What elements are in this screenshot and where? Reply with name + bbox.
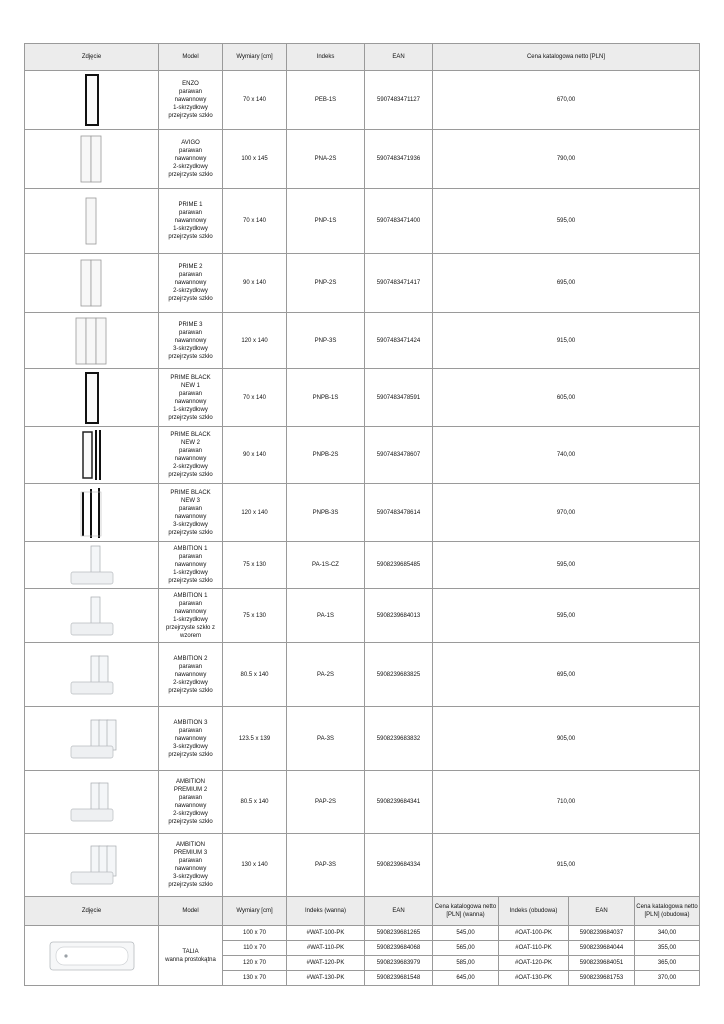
talia-ean-panel: 5908239681753	[569, 971, 635, 986]
product-dims: 70 x 140	[223, 71, 287, 130]
product-dims: 70 x 140	[223, 369, 287, 427]
product-index: PNA-2S	[287, 130, 365, 189]
header2-index-bath: Indeks (wanna)	[287, 897, 365, 926]
product-index: PA-3S	[287, 707, 365, 771]
product-row	[25, 542, 700, 589]
talia-price-bath: 645,00	[433, 971, 499, 986]
product-index: PNP-2S	[287, 254, 365, 313]
product-row	[25, 369, 700, 427]
product-photo	[25, 643, 159, 707]
rectangular-bathtub-icon	[26, 936, 157, 976]
product-photo	[25, 834, 159, 897]
product-index: PAP-2S	[287, 771, 365, 834]
product-price: 595,00	[433, 189, 700, 254]
product-dims: 123.5 x 139	[223, 707, 287, 771]
product-row	[25, 313, 700, 369]
product-index: PA-1S	[287, 589, 365, 643]
glass-screen-icon	[26, 133, 157, 185]
product-model: AVIGO parawan nawannowy 2-skrzydłowy przejrzyste szkło	[159, 130, 223, 189]
product-dims: 75 x 130	[223, 542, 287, 589]
product-row	[25, 71, 700, 130]
product-model: PRIME BLACK NEW 3 parawan nawannowy 3-skrzydłowy przejrzyste szkło	[159, 484, 223, 542]
bathtub-screen-icon	[26, 652, 157, 698]
product-model: PRIME 1 parawan nawannowy 1-skrzydłowy przejrzyste szkło	[159, 189, 223, 254]
header2-photo: Zdjęcie	[25, 897, 159, 926]
product-ean: 5907483471936	[365, 130, 433, 189]
product-model: AMBITION 2 parawan nawannowy 2-skrzydłowy przejrzyste szkło	[159, 643, 223, 707]
header-ean: EAN	[365, 44, 433, 71]
product-dims: 120 x 140	[223, 484, 287, 542]
product-dims: 90 x 140	[223, 254, 287, 313]
glass-screen-icon	[26, 257, 157, 309]
talia-price-bath: 585,00	[433, 956, 499, 971]
product-ean: 5908239683825	[365, 643, 433, 707]
talia-index-bath: #WAT-100-PK	[287, 926, 365, 941]
product-ean: 5907483478591	[365, 369, 433, 427]
product-ean: 5907483478607	[365, 427, 433, 484]
product-photo	[25, 71, 159, 130]
product-photo	[25, 707, 159, 771]
product-row	[25, 707, 700, 771]
header-row	[25, 44, 700, 71]
talia-index-panel: #OAT-100-PK	[499, 926, 569, 941]
product-index: PA-2S	[287, 643, 365, 707]
glass-screen-icon	[26, 315, 157, 367]
product-model: AMBITION PREMIUM 3 parawan nawannowy 3-skrzydłowy przejrzyste szkło	[159, 834, 223, 897]
talia-index-bath: #WAT-110-PK	[287, 941, 365, 956]
talia-index-panel: #OAT-120-PK	[499, 956, 569, 971]
header2-price-bath: Cena katalogowa netto [PLN] (wanna)	[433, 897, 499, 926]
product-dims: 80.5 x 140	[223, 771, 287, 834]
product-dims: 70 x 140	[223, 189, 287, 254]
product-price: 915,00	[433, 834, 700, 897]
header2-ean2: EAN	[569, 897, 635, 926]
product-ean: 5907483471400	[365, 189, 433, 254]
talia-index-panel: #OAT-130-PK	[499, 971, 569, 986]
talia-ean-panel: 5908239684044	[569, 941, 635, 956]
product-model: PRIME BLACK NEW 2 parawan nawannowy 2-skrzydłowy przejrzyste szkło	[159, 427, 223, 484]
header-index: Indeks	[287, 44, 365, 71]
product-model: AMBITION 1 parawan nawannowy 1-skrzydłowy przejrzyste szkło z wzorem	[159, 589, 223, 643]
product-photo	[25, 484, 159, 542]
product-model: PRIME 2 parawan nawannowy 2-skrzydłowy przejrzyste szkło	[159, 254, 223, 313]
header2-dims: Wymiary [cm]	[223, 897, 287, 926]
product-row	[25, 589, 700, 643]
product-dims: 90 x 140	[223, 427, 287, 484]
product-row	[25, 189, 700, 254]
product-model: AMBITION 1 parawan nawannowy 1-skrzydłowy przejrzyste szkło	[159, 542, 223, 589]
product-model: ENZO parawan nawannowy 1-skrzydłowy przejrzyste szkło	[159, 71, 223, 130]
product-price: 790,00	[433, 130, 700, 189]
bathtub-screen-icon	[26, 716, 157, 762]
product-ean: 5908239683832	[365, 707, 433, 771]
talia-ean-bath: 5908239684068	[365, 941, 433, 956]
talia-price-panel: 340,00	[635, 926, 700, 941]
header-model: Model	[159, 44, 223, 71]
product-price: 905,00	[433, 707, 700, 771]
talia-price-bath: 565,00	[433, 941, 499, 956]
product-photo	[25, 369, 159, 427]
header-price: Cena katalogowa netto [PLN]	[433, 44, 700, 71]
talia-row	[25, 926, 700, 941]
product-index: PNPB-1S	[287, 369, 365, 427]
black-frame-screen-icon	[26, 371, 157, 425]
product-row	[25, 130, 700, 189]
product-dims: 100 x 145	[223, 130, 287, 189]
product-dims: 75 x 130	[223, 589, 287, 643]
product-ean: 5907483471424	[365, 313, 433, 369]
talia-dims: 130 x 70	[223, 971, 287, 986]
product-price: 695,00	[433, 643, 700, 707]
product-model: AMBITION PREMIUM 2 parawan nawannowy 2-skrzydłowy przejrzyste szkło	[159, 771, 223, 834]
product-photo	[25, 427, 159, 484]
talia-photo	[25, 926, 159, 986]
talia-ean-panel: 5908239684037	[569, 926, 635, 941]
product-row	[25, 254, 700, 313]
product-price: 915,00	[433, 313, 700, 369]
black-frame-screen-icon	[26, 428, 157, 482]
product-price: 595,00	[433, 542, 700, 589]
product-ean: 5908239684341	[365, 771, 433, 834]
talia-index-bath: #WAT-120-PK	[287, 956, 365, 971]
product-index: PEB-1S	[287, 71, 365, 130]
product-ean: 5908239684334	[365, 834, 433, 897]
product-photo	[25, 189, 159, 254]
header2-index-panel: Indeks (obudowa)	[499, 897, 569, 926]
talia-dims: 100 x 70	[223, 926, 287, 941]
product-photo	[25, 771, 159, 834]
talia-dims: 120 x 70	[223, 956, 287, 971]
product-price: 970,00	[433, 484, 700, 542]
product-ean: 5907483471417	[365, 254, 433, 313]
bathtub-screen-icon	[26, 779, 157, 825]
product-ean: 5907483478614	[365, 484, 433, 542]
talia-price-panel: 370,00	[635, 971, 700, 986]
product-index: PNPB-2S	[287, 427, 365, 484]
product-photo	[25, 589, 159, 643]
product-photo	[25, 542, 159, 589]
talia-index-bath: #WAT-130-PK	[287, 971, 365, 986]
header2-price-panel: Cena katalogowa netto [PLN] (obudowa)	[635, 897, 700, 926]
header2-ean: EAN	[365, 897, 433, 926]
product-model: PRIME BLACK NEW 1 parawan nawannowy 1-skrzydłowy przejrzyste szkło	[159, 369, 223, 427]
product-index: PNP-3S	[287, 313, 365, 369]
product-price: 695,00	[433, 254, 700, 313]
black-frame-screen-icon	[26, 73, 157, 127]
product-row	[25, 427, 700, 484]
black-frame-screen-icon	[26, 486, 157, 540]
header2-model: Model	[159, 897, 223, 926]
product-ean: 5908239684013	[365, 589, 433, 643]
header-dims: Wymiary [cm]	[223, 44, 287, 71]
product-price: 740,00	[433, 427, 700, 484]
product-model: AMBITION 3 parawan nawannowy 3-skrzydłowy przejrzyste szkło	[159, 707, 223, 771]
product-photo	[25, 130, 159, 189]
talia-ean-bath: 5908239681265	[365, 926, 433, 941]
product-price: 710,00	[433, 771, 700, 834]
product-price: 670,00	[433, 71, 700, 130]
product-row	[25, 771, 700, 834]
product-ean: 5908239685485	[365, 542, 433, 589]
talia-ean-bath: 5908239681548	[365, 971, 433, 986]
product-dims: 120 x 140	[223, 313, 287, 369]
product-index: PA-1S-CZ	[287, 542, 365, 589]
product-model: PRIME 3 parawan nawannowy 3-skrzydłowy przejrzyste szkło	[159, 313, 223, 369]
product-price: 595,00	[433, 589, 700, 643]
product-row	[25, 484, 700, 542]
product-row	[25, 643, 700, 707]
bathtub-screen-icon	[26, 842, 157, 888]
talia-index-panel: #OAT-110-PK	[499, 941, 569, 956]
glass-screen-icon	[26, 195, 157, 247]
talia-ean-bath: 5908239683979	[365, 956, 433, 971]
talia-dims: 110 x 70	[223, 941, 287, 956]
price-list-table	[24, 43, 700, 986]
product-row	[25, 834, 700, 897]
talia-price-panel: 365,00	[635, 956, 700, 971]
product-photo	[25, 254, 159, 313]
product-index: PAP-3S	[287, 834, 365, 897]
talia-ean-panel: 5908239684051	[569, 956, 635, 971]
bathtub-screen-icon	[26, 593, 157, 639]
product-price: 605,00	[433, 369, 700, 427]
talia-price-bath: 545,00	[433, 926, 499, 941]
product-index: PNPB-3S	[287, 484, 365, 542]
talia-price-panel: 355,00	[635, 941, 700, 956]
header-photo: Zdjęcie	[25, 44, 159, 71]
bathtub-screen-icon	[26, 542, 157, 588]
product-dims: 130 x 140	[223, 834, 287, 897]
product-photo	[25, 313, 159, 369]
product-dims: 80.5 x 140	[223, 643, 287, 707]
talia-model: TALIA wanna prostokątna	[159, 926, 223, 986]
product-ean: 5907483471127	[365, 71, 433, 130]
talia-header-row	[25, 897, 700, 926]
product-index: PNP-1S	[287, 189, 365, 254]
